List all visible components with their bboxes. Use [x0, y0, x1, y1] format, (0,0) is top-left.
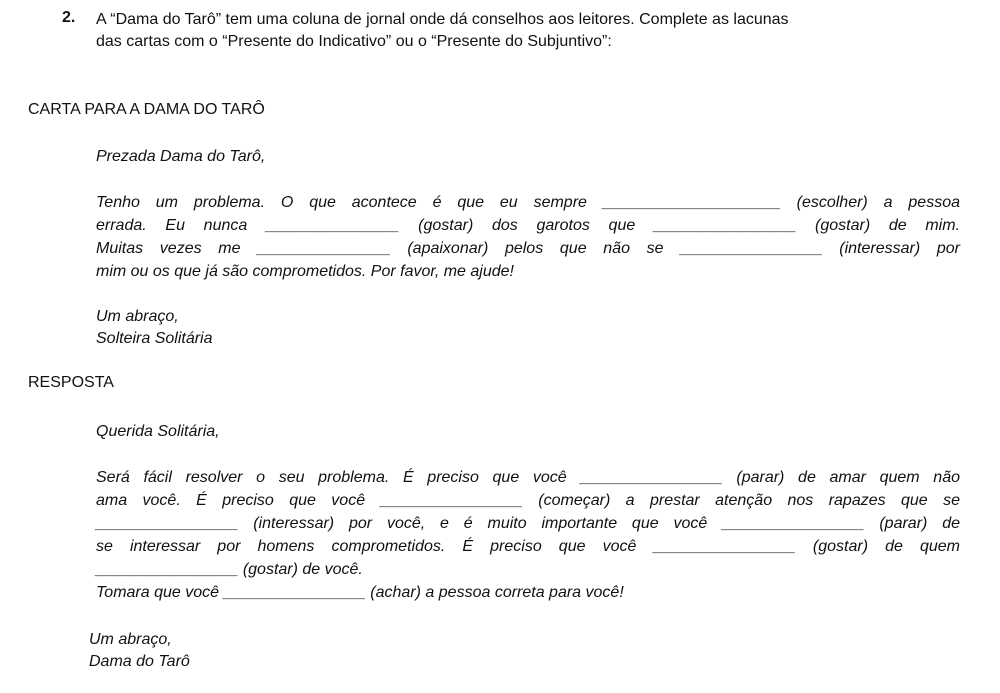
- letter-line-3: Muitas vezes me _______________ (apaixonar) pelos que não se ________________ (interessar) por: [96, 240, 960, 257]
- question-text-line-2: das cartas com o “Presente do Indicativo” ou o “Presente do Subjuntivo”:: [96, 33, 612, 50]
- letter-closing: Um abraço,: [96, 308, 179, 325]
- reply-closing: Um abraço,: [89, 631, 172, 648]
- reply-heading: RESPOSTA: [28, 374, 114, 391]
- letter-body: [96, 191, 960, 283]
- letter-line-1: Tenho um problema. O que acontece é que eu sempre ____________________ (escolher) a pessoa: [96, 194, 960, 211]
- reply-body: [96, 466, 960, 604]
- question-number: 2.: [62, 9, 76, 26]
- reply-salutation: Querida Solitária,: [96, 423, 220, 440]
- reply-line-1: Será fácil resolver o seu problema. É preciso que você ________________ (parar) de amar quem não: [96, 469, 960, 486]
- reply-line-5: ________________ (gostar) de você.: [96, 561, 363, 578]
- letter-signature: Solteira Solitária: [96, 330, 213, 347]
- question-text: [96, 9, 976, 53]
- letter-line-4: mim ou os que já são comprometidos. Por favor, me ajude!: [96, 263, 514, 280]
- reply-line-3: ________________ (interessar) por você, e é muito importante que você ________________ (parar) de: [96, 515, 960, 532]
- reply-line-4: se interessar por homens comprometidos. É preciso que você ________________ (gostar) de quem: [96, 538, 960, 555]
- letter-salutation: Prezada Dama do Tarô,: [96, 148, 266, 165]
- letter-heading: CARTA PARA A DAMA DO TARÔ: [28, 101, 265, 118]
- letter-line-2: errada. Eu nunca _______________ (gostar) dos garotos que ________________ (gostar) de mim.: [96, 217, 960, 234]
- reply-line-6: Tomara que você ________________ (achar) a pessoa correta para você!: [96, 584, 624, 601]
- reply-signature: Dama do Tarô: [89, 653, 190, 670]
- question-text-line-1: A “Dama do Tarô” tem uma coluna de jornal onde dá conselhos aos leitores. Complete as lacunas: [96, 11, 789, 28]
- reply-line-2: ama você. É preciso que você ________________ (começar) a prestar atenção nos rapazes que se: [96, 492, 960, 509]
